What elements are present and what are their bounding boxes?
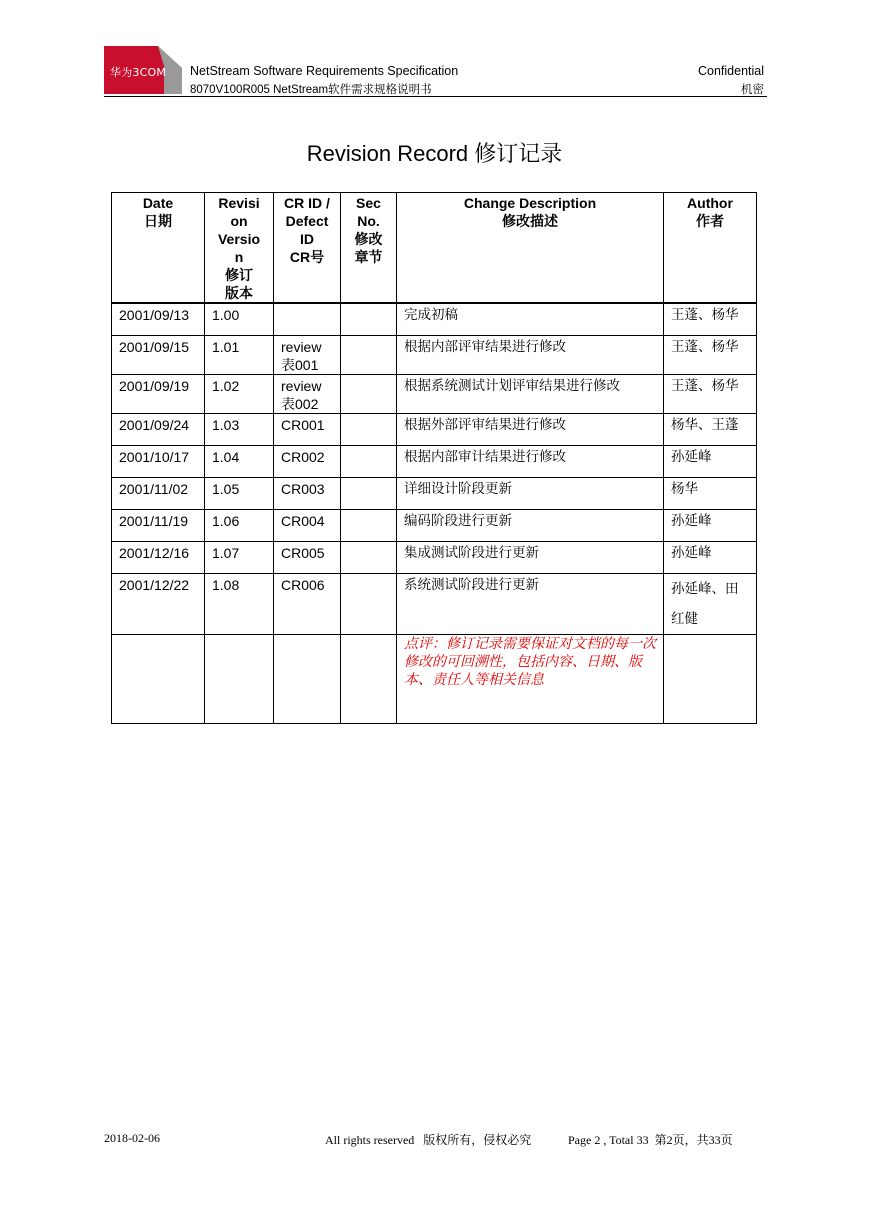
table-row xyxy=(112,414,757,446)
footer-date: 2018-02-06 xyxy=(104,1131,160,1145)
header-date: Date 日期 xyxy=(112,193,205,304)
cell-cr-id: CR006 xyxy=(274,574,341,635)
cell-cr-id xyxy=(274,303,341,336)
table-row-comment xyxy=(112,635,757,724)
cell-section xyxy=(341,336,397,375)
header-section: Sec No. 修改 章节 xyxy=(341,193,397,304)
cell-section xyxy=(341,574,397,635)
cell-cr-id: CR001 xyxy=(274,414,341,446)
cell-description: 根据系统测试计划评审结果进行修改 xyxy=(397,375,664,414)
header-title-en: NetStream Software Requirements Specification xyxy=(190,64,459,78)
cell-cr-id: review 表002 xyxy=(274,375,341,414)
cell-author: 王蓬、杨华 xyxy=(664,303,757,336)
cell-author: 孙延峰 xyxy=(664,510,757,542)
table-row xyxy=(112,510,757,542)
cell-section xyxy=(341,635,397,724)
cell-version: 1.06 xyxy=(205,510,274,542)
cell-section xyxy=(341,375,397,414)
cell-author: 孙延峰、田 红健 xyxy=(664,574,757,635)
cell-version: 1.03 xyxy=(205,414,274,446)
cell-section xyxy=(341,510,397,542)
table-row xyxy=(112,336,757,375)
footer-rights: All rights reserved 版权所有，侵权必究 xyxy=(325,1133,532,1147)
cell-description: 系统测试阶段进行更新 xyxy=(397,574,664,635)
cell-date: 2001/09/19 xyxy=(112,375,205,414)
cell-date: 2001/12/22 xyxy=(112,574,205,635)
table-header-row xyxy=(112,193,757,304)
cell-date: 2001/11/02 xyxy=(112,478,205,510)
cell-author: 孙延峰 xyxy=(664,542,757,574)
cell-date: 2001/09/24 xyxy=(112,414,205,446)
table-row xyxy=(112,303,757,336)
table-row xyxy=(112,446,757,478)
cell-date: 2001/09/13 xyxy=(112,303,205,336)
cell-cr-id: CR002 xyxy=(274,446,341,478)
header-confidential-cn: 机密 xyxy=(741,84,764,96)
cell-section xyxy=(341,542,397,574)
cell-version: 1.05 xyxy=(205,478,274,510)
header-version: Revisi on Versio n 修订 版本 xyxy=(205,193,274,304)
cell-section xyxy=(341,478,397,510)
cell-version: 1.01 xyxy=(205,336,274,375)
cell-cr-id: review 表001 xyxy=(274,336,341,375)
table-row xyxy=(112,574,757,635)
cell-version: 1.08 xyxy=(205,574,274,635)
cell-author: 杨华、王蓬 xyxy=(664,414,757,446)
cell-description: 完成初稿 xyxy=(397,303,664,336)
footer-page-number: Page 2 , Total 33 第2页，共33页 xyxy=(568,1133,733,1147)
revision-table xyxy=(111,192,757,724)
cell-author: 杨华 xyxy=(664,478,757,510)
cell-author: 孙延峰 xyxy=(664,446,757,478)
logo-text: 华为3COM xyxy=(110,66,167,79)
cell-date: 2001/09/15 xyxy=(112,336,205,375)
header-confidential-en: Confidential xyxy=(697,64,764,78)
cell-version: 1.02 xyxy=(205,375,274,414)
header-title-cn: 8070V100R005 NetStream软件需求规格说明书 xyxy=(190,84,432,96)
cell-cr-id: CR005 xyxy=(274,542,341,574)
cell-cr-id xyxy=(274,635,341,724)
cell-cr-id: CR003 xyxy=(274,478,341,510)
cell-description: 根据外部评审结果进行修改 xyxy=(397,414,664,446)
page-title: Revision Record 修订记录 xyxy=(306,141,563,166)
table-row xyxy=(112,375,757,414)
cell-cr-id: CR004 xyxy=(274,510,341,542)
header-author: Author 作者 xyxy=(664,193,757,304)
cell-version xyxy=(205,635,274,724)
cell-description: 集成测试阶段进行更新 xyxy=(397,542,664,574)
cell-date: 2001/11/19 xyxy=(112,510,205,542)
header-description: Change Description 修改描述 xyxy=(397,193,664,304)
cell-description: 详细设计阶段更新 xyxy=(397,478,664,510)
cell-date: 2001/10/17 xyxy=(112,446,205,478)
table-row xyxy=(112,478,757,510)
cell-section xyxy=(341,446,397,478)
cell-description: 根据内部审计结果进行修改 xyxy=(397,446,664,478)
header-rule xyxy=(104,96,767,97)
cell-section xyxy=(341,414,397,446)
cell-version: 1.00 xyxy=(205,303,274,336)
header-cr-id: CR ID / Defect ID CR号 xyxy=(274,193,341,304)
cell-author: 王蓬、杨华 xyxy=(664,375,757,414)
cell-date xyxy=(112,635,205,724)
table-row xyxy=(112,542,757,574)
review-comment: 点评：修订记录需要保证对文档的每一次修改的可回溯性，包括内容、日期、版本、责任人等相关信息 xyxy=(397,635,664,724)
cell-section xyxy=(341,303,397,336)
cell-author xyxy=(664,635,757,724)
cell-version: 1.07 xyxy=(205,542,274,574)
cell-description: 编码阶段进行更新 xyxy=(397,510,664,542)
cell-version: 1.04 xyxy=(205,446,274,478)
cell-author: 王蓬、杨华 xyxy=(664,336,757,375)
cell-description: 根据内部评审结果进行修改 xyxy=(397,336,664,375)
cell-date: 2001/12/16 xyxy=(112,542,205,574)
